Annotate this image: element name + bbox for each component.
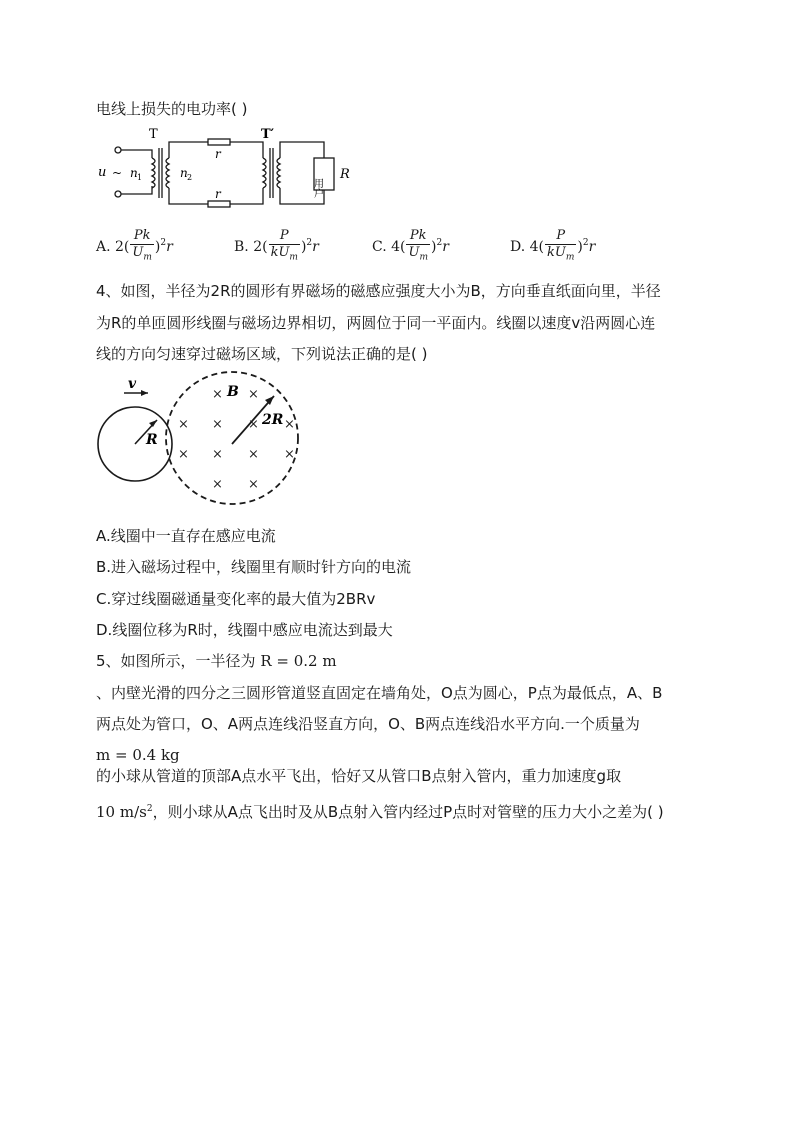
q3-option-d[interactable]: D. 4( $\frac{P}{kU_m}$ )$^2$r: [510, 228, 596, 263]
q3-option-c[interactable]: C. 4( $\frac{Pk}{U_m}$ )$^2$r: [372, 228, 449, 263]
field-cross: ×: [178, 447, 189, 462]
field-cross: ×: [248, 447, 259, 462]
q5-gravity-expression: 10 $m/s^2$: [96, 803, 153, 821]
label-n1-sub: 1: [137, 173, 143, 182]
field-cross: ×: [248, 387, 259, 402]
q4-option-d[interactable]: D.线圈位移为R时，线圈中感应电流达到最大: [96, 621, 393, 639]
q3-option-b[interactable]: B. 2( $\frac{P}{kU_m}$ )$^2$r: [234, 228, 319, 263]
field-cross: ×: [212, 387, 223, 402]
label-T: T: [149, 128, 158, 142]
q5-text-line-3: 两点处为管口，O、A两点连线沿竖直方向，O、B两点连线沿水平方向.一个质量为: [96, 715, 640, 733]
field-cross: ×: [212, 477, 223, 492]
label-n2-sub: 2: [187, 173, 193, 182]
label-T-prime: T′: [261, 128, 275, 142]
q3-option-a[interactable]: A. 2( $\frac{Pk}{U_m}$ )$^2$r: [96, 228, 173, 263]
q5-radius-expression: R = 0.2 m: [260, 652, 337, 670]
field-cross: ×: [212, 447, 223, 462]
q5-text-line-1: 5、如图所示，一半径为 R = 0.2 m: [96, 652, 337, 670]
magnetic-field-diagram: [94, 368, 306, 510]
field-cross: ×: [212, 417, 223, 432]
label-v: v: [128, 376, 137, 392]
q4-option-a[interactable]: A.线圈中一直存在感应电流: [96, 527, 276, 545]
q4-option-c[interactable]: C.穿过线圈磁通量变化率的最大值为2BRv: [96, 590, 376, 608]
label-u: u: [98, 165, 107, 180]
field-cross: ×: [248, 477, 259, 492]
label-tilde: ~: [112, 166, 123, 180]
q3-question-tail: 电线上损失的电功率( ): [96, 100, 248, 118]
label-n1: n: [130, 166, 138, 180]
field-cross: ×: [284, 447, 295, 462]
label-r-top: r: [215, 147, 221, 161]
field-cross: ×: [178, 417, 189, 432]
q5-mass-expression: m = 0.4 kg: [96, 746, 180, 764]
q4-text-line-1: 4、如图，半径为2R的圆形有界磁场的磁感应强度大小为B，方向垂直纸面向里，半径: [96, 282, 661, 300]
q5-text-line-2: 、内壁光滑的四分之三圆形管道竖直固定在墙角处，O点为圆心，P点为最低点，A、B: [96, 684, 663, 702]
field-cross: ×: [284, 417, 295, 432]
label-user: 用户: [311, 178, 323, 198]
label-2R: 2R: [262, 412, 284, 428]
q5-text-line-5: 的小球从管道的顶部A点水平飞出，恰好又从管口B点射入管内，重力加速度g取: [96, 767, 622, 785]
field-cross: ×: [248, 417, 259, 432]
q4-text-line-3: 线的方向匀速穿过磁场区域，下列说法正确的是( ): [96, 345, 428, 363]
q4-option-b[interactable]: B.进入磁场过程中，线圈里有顺时针方向的电流: [96, 558, 412, 576]
q5-text-line-6: 10 $m/s^2$，则小球从A点飞出时及从B点射入管内经过P点时对管壁的压力大小之差为( ): [96, 803, 664, 821]
label-R: R: [146, 432, 158, 448]
transformer-circuit-diagram: [96, 128, 366, 218]
q4-text-line-2: 为R的单匝圆形线圈与磁场边界相切，两圆位于同一平面内。线圈以速度v沿两圆心连: [96, 314, 656, 332]
label-n2: n: [180, 166, 188, 180]
label-B: B: [227, 384, 239, 400]
label-r-bottom: r: [215, 187, 221, 201]
label-R-load: R: [340, 167, 350, 182]
